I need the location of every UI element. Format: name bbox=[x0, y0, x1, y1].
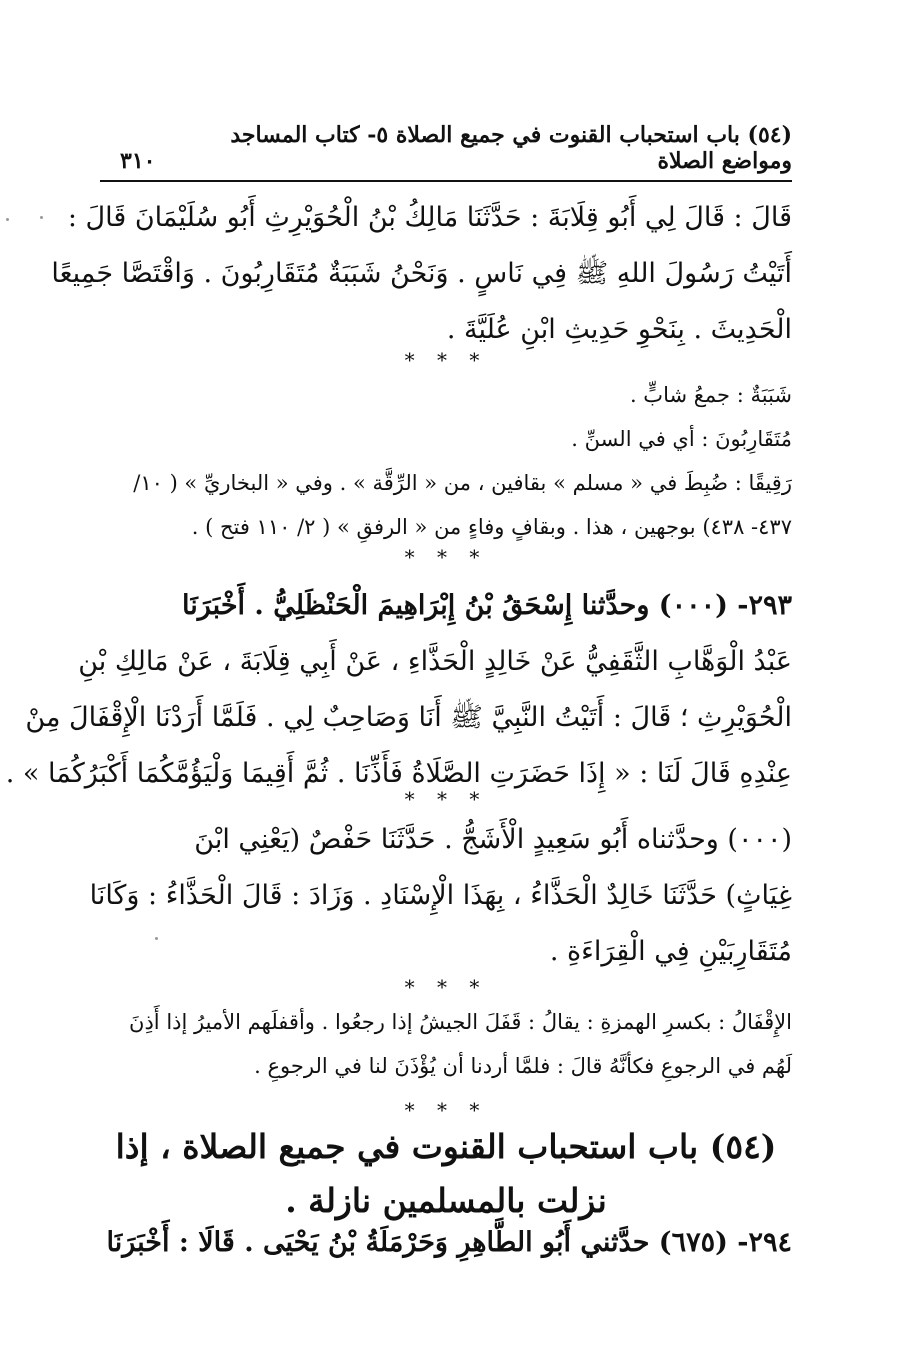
text-line: (٠٠٠) وحدَّثناه أَبُو سَعِيدٍ الْأَشَجُّ . حَدَّثَنَا حَفْصٌ (يَعْنِي ابْنَ bbox=[194, 824, 792, 855]
separator-stars: * * * bbox=[404, 787, 488, 811]
text-line: ٢٩٣- (٠٠٠) وحدَّثنا إِسْحَقُ بْنُ إِبْرَاهِيمَ الْحَنْظَلِيُّ . أَخْبَرَنَا bbox=[182, 590, 792, 621]
chapter-heading-line: (٥٤) باب استحباب القنوت في جميع الصلاة ، إذا bbox=[115, 1127, 777, 1166]
scan-speck bbox=[6, 218, 9, 221]
text-line: ٢٩٤- (٦٧٥) حدَّثني أَبُو الطَّاهِرِ وَحَرْمَلَةُ بْنُ يَحْيَى . قَالَا : أَخْبَرَنَا bbox=[106, 1227, 792, 1258]
text-line: الْحَدِيثَ . بِنَحْوِ حَدِيثِ ابْنِ عُلَيَّةَ . bbox=[446, 314, 792, 345]
separator-stars: * * * bbox=[404, 545, 488, 569]
separator-stars: * * * bbox=[404, 1098, 488, 1122]
running-header bbox=[100, 122, 792, 182]
text-line: قَالَ : قَالَ لِي أَبُو قِلَابَةَ : حَدَّثَنَا مَالِكُ بْنُ الْحُوَيْرِثِ أَبُو سُلَيْمَانَ قَالَ : bbox=[67, 202, 792, 233]
text-line: غِيَاثٍ) حَدَّثَنَا خَالِدٌ الْحَذَّاءُ ، بِهَذَا الْإِسْنَادِ . وَزَادَ : قَالَ الْحَذَّاءُ : وَكَانَا bbox=[89, 880, 792, 911]
separator-stars: * * * bbox=[404, 975, 488, 999]
note-line: رَقِيقًا : ضُبِطَ في « مسلم » بقافين ، من « الرِّقَّة » . وفي « البخاريِّ » ( ١٠/ bbox=[133, 471, 792, 495]
hadith-294 bbox=[100, 1215, 792, 1271]
text-line: عَبْدُ الْوَهَّابِ الثَّقَفِيُّ عَنْ خَالِدٍ الْحَذَّاءِ ، عَنْ أَبِي قِلَابَةَ ، عَنْ مَالِكِ بْنِ bbox=[78, 646, 792, 677]
hadith-continuation bbox=[89, 812, 792, 980]
chapter-heading bbox=[100, 1120, 792, 1228]
notes-2 bbox=[100, 1000, 792, 1088]
note-line: مُتَقَارِبُونَ : أي في السنِّ . bbox=[571, 427, 792, 451]
text-line: عِنْدِهِ قَالَ لَنَا : « إِذَا حَضَرَتِ الصَّلَاةُ فَأَذِّنَا . ثُمَّ أَقِيمَا وَلْيَؤُمَّكُمَا أَكْبَرُكُمَا » . bbox=[5, 758, 792, 789]
note-line: الإِقْفَالُ : بكسرِ الهمزةِ : يقالُ : قَفَلَ الجيشُ إذا رجعُوا . وأقفلَهم الأميرُ إذا أَذِنَ bbox=[129, 1010, 792, 1034]
chapter-heading-line: نزلت بالمسلمين نازلة . bbox=[285, 1181, 607, 1220]
notes-1 bbox=[100, 373, 792, 549]
paragraph-1 bbox=[51, 190, 792, 358]
running-title: (٥٤) باب استحباب القنوت في جميع الصلاة ٥- كتاب المساجد ومواضع الصلاة bbox=[230, 122, 792, 174]
page-number: ٣١٠ bbox=[120, 148, 156, 174]
note-line: شَبَبَةٌ : جمعُ شابٍّ . bbox=[629, 383, 792, 407]
note-line: ٤٣٧- ٤٣٨) بوجهين ، هذا . وبقافٍ وفاءٍ من « الرفقِ » ( ٢/ ١١٠ فتح ) . bbox=[191, 515, 792, 539]
note-line: لَهُم في الرجوعِ فكأنَّهُ قالَ : فلمَّا أردنا أن يُؤْذَنَ لنا في الرجوعِ . bbox=[254, 1054, 792, 1078]
scan-speck bbox=[155, 937, 158, 940]
text-line: مُتَقَارِبَيْنِ فِي الْقِرَاءَةِ . bbox=[549, 936, 792, 967]
hadith-293 bbox=[5, 578, 792, 802]
scan-speck bbox=[40, 216, 43, 219]
text-line: الْحُوَيْرِثِ ؛ قَالَ : أَتَيْتُ النَّبِيَّ ﷺ أَنَا وَصَاحِبٌ لِي . فَلَمَّا أَرَدْنَا الْإِقْفَالَ مِنْ bbox=[25, 702, 792, 733]
text-line: أَتَيْتُ رَسُولَ اللهِ ﷺ فِي نَاسٍ . وَنَحْنُ شَبَبَةٌ مُتَقَارِبُونَ . وَاقْتَصَّا جَمِيعًا bbox=[51, 258, 792, 289]
separator-stars: * * * bbox=[404, 348, 488, 372]
